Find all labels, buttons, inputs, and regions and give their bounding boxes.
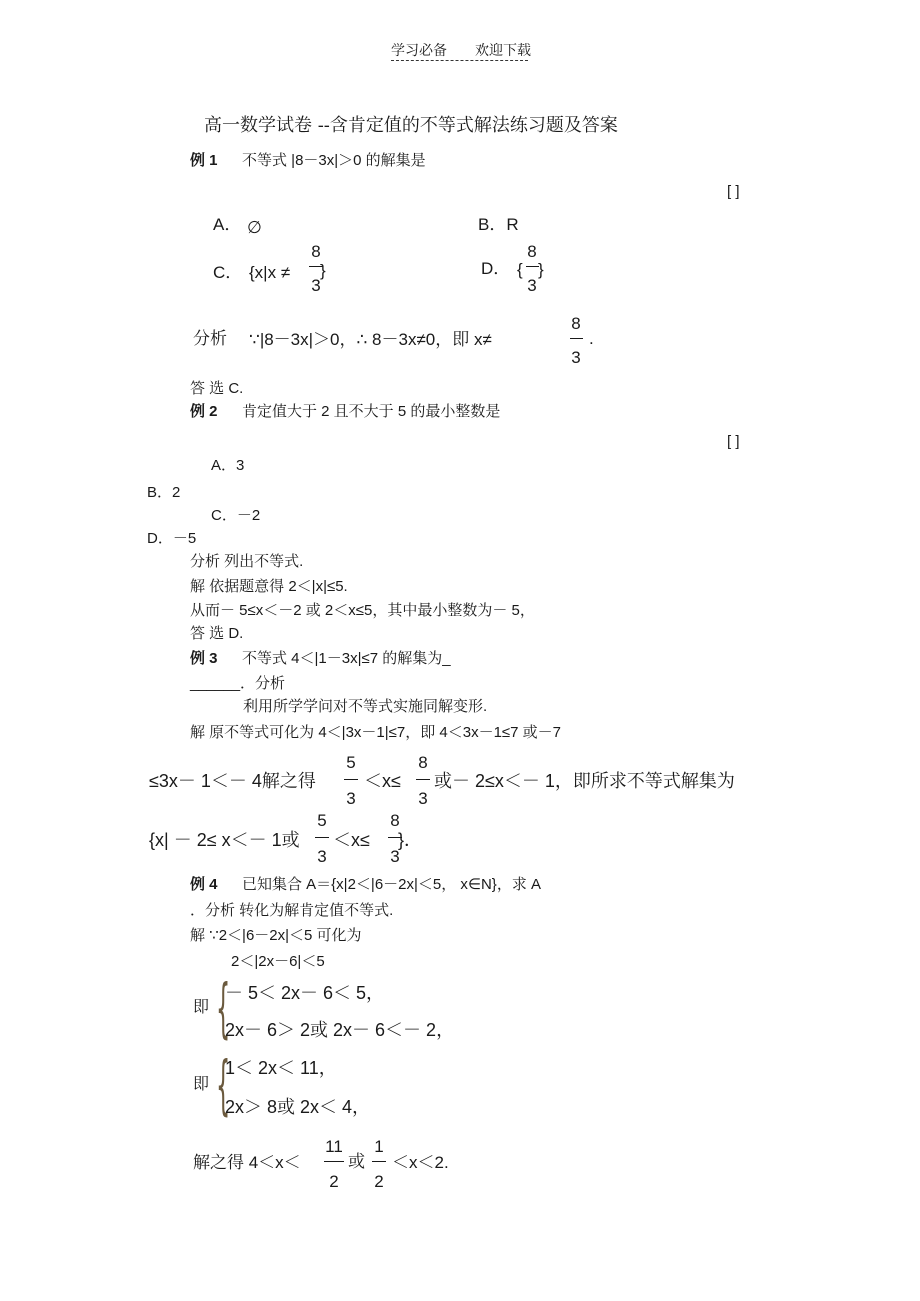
ex4-final-start: 解之得 4＜x＜ — [193, 1153, 301, 1172]
ex3-line-b-start: {x| － 2≤ x＜－ 1或 — [149, 830, 300, 850]
ex2-option-a: A．3 — [211, 457, 245, 474]
ex1-analysis-label: 分析 — [193, 329, 227, 349]
header-right: 欢迎下载 — [475, 43, 531, 59]
ex3-label: 例 3 — [190, 650, 218, 667]
header-left: 学习必备 — [391, 43, 447, 59]
fraction-bar — [372, 1161, 386, 1162]
ex1-label: 例 1 — [190, 152, 218, 169]
ex3-line-b-mid: ＜x≤ — [333, 830, 370, 850]
fraction-numerator: 8 — [390, 811, 400, 830]
ex1-option-c-label: C． — [213, 263, 243, 282]
fraction-denominator: 3 — [527, 276, 537, 295]
ex4-ji-1: 即 — [193, 997, 210, 1016]
system-brace-1: { — [216, 972, 231, 1046]
ex3-line-b-end: }． — [398, 830, 423, 850]
fraction-denominator: 2 — [329, 1172, 339, 1191]
ex3-line-a-end: 或－ 2≤x＜－ 1，即所求不等式解集为 — [434, 771, 735, 791]
fraction-denominator: 3 — [390, 847, 400, 866]
ex1-option-a-label: A． — [213, 215, 242, 234]
fraction-denominator: 3 — [418, 789, 428, 808]
ex4-system2-line1: 1＜ 2x＜ 11， — [225, 1058, 337, 1078]
ex4-question: 已知集合 A＝{x|2＜|6－2x|＜5， x∈N}，求 A — [242, 876, 541, 893]
ex2-option-c: C．－2 — [211, 507, 261, 524]
header-divider — [391, 60, 528, 61]
ex3-question: 不等式 4＜|1－3x|≤7 的解集为_ — [242, 650, 451, 667]
page-title: 高一数学试卷 --含肯定值的不等式解法练习题及答案 — [204, 115, 618, 136]
fraction-denominator: 3 — [317, 847, 327, 866]
empty-set-icon: ∅ — [247, 218, 262, 237]
ex1-answer: 答 选 C. — [190, 380, 244, 397]
fraction-denominator: 2 — [374, 1172, 384, 1191]
ex1-analysis-text: ∵|8－3x|＞0，∴ 8－3x≠0，即 x≠ — [249, 330, 492, 349]
ex1-analysis-end: . — [589, 329, 594, 348]
ex1-option-d-label: D． — [481, 259, 511, 278]
fraction-numerator: 5 — [317, 811, 327, 830]
fraction-numerator: 8 — [311, 242, 321, 261]
ex3-line-a-mid: ＜x≤ — [364, 771, 401, 791]
ex1-question: 不等式 |8－3x|＞0 的解集是 — [242, 152, 426, 169]
system-brace-2: { — [216, 1049, 231, 1123]
ex4-final-or: 或 — [348, 1152, 365, 1172]
ex2-answer-bracket: [ ] — [727, 433, 740, 450]
ex4-system1-line2: 2x－ 6＞ 2或 2x－ 6＜－ 2， — [225, 1020, 455, 1040]
fraction-numerator: 11 — [325, 1137, 343, 1156]
fraction-bar — [324, 1161, 344, 1162]
ex4-analysis: ．分析 转化为解肯定值不等式. — [190, 902, 394, 919]
ex2-analysis: 分析 列出不等式. — [190, 553, 304, 570]
ex4-rewritten: 2＜|2x－6|＜5 — [231, 953, 325, 970]
ex1-option-d-open: { — [517, 260, 523, 279]
fraction-bar — [570, 338, 583, 339]
ex2-answer: 答 选 D. — [190, 625, 244, 642]
fraction-numerator: 5 — [346, 753, 356, 772]
ex4-label: 例 4 — [190, 876, 218, 893]
fraction-denominator: 3 — [571, 348, 581, 367]
ex4-final-end: ＜x＜2. — [392, 1153, 449, 1172]
ex3-solution: 解 原不等式可化为 4＜|3x－1|≤7，即 4＜3x－1≤7 或－7 — [190, 724, 562, 741]
ex2-question: 肯定值大于 2 且不大于 5 的最小整数是 — [242, 403, 501, 420]
fraction-denominator: 3 — [311, 276, 321, 295]
fraction-numerator: 1 — [374, 1137, 384, 1156]
ex2-option-b: B．2 — [147, 484, 181, 501]
ex1-option-c-close: } — [320, 261, 326, 280]
fraction-denominator: 3 — [346, 789, 356, 808]
ex3-line-a-start: ≤3x－ 1＜－ 4解之得 — [149, 771, 316, 791]
fraction-bar — [344, 779, 358, 780]
fraction-numerator: 8 — [418, 753, 428, 772]
ex2-solution: 解 依据题意得 2＜|x|≤5. — [190, 578, 348, 595]
fraction-bar — [416, 779, 430, 780]
ex3-blank-analysis: ______．分析 — [190, 675, 286, 692]
ex4-system2-line2: 2x＞ 8或 2x＜ 4， — [225, 1097, 371, 1117]
ex4-solution: 解 ∵2＜|6－2x|＜5 可化为 — [190, 927, 362, 944]
fraction-numerator: 8 — [527, 242, 537, 261]
ex1-answer-bracket: [ ] — [727, 183, 740, 200]
ex2-range: 从而－ 5≤x＜－2 或 2＜x≤5，其中最小整数为－ 5， — [190, 602, 535, 619]
fraction-bar — [315, 837, 329, 838]
ex1-option-c-text: {x|x ≠ — [249, 263, 291, 282]
fraction-numerator: 8 — [571, 314, 581, 333]
ex1-option-d-close: } — [538, 260, 544, 279]
ex3-analysis: 利用所学学问对不等式实施同解变形. — [243, 698, 488, 715]
ex2-label: 例 2 — [190, 403, 218, 420]
ex2-option-d: D．－5 — [147, 530, 197, 547]
ex4-system1-line1: － 5＜ 2x－ 6＜ 5， — [225, 983, 385, 1003]
ex1-option-b: B．R — [478, 215, 519, 234]
ex4-ji-2: 即 — [193, 1074, 210, 1093]
